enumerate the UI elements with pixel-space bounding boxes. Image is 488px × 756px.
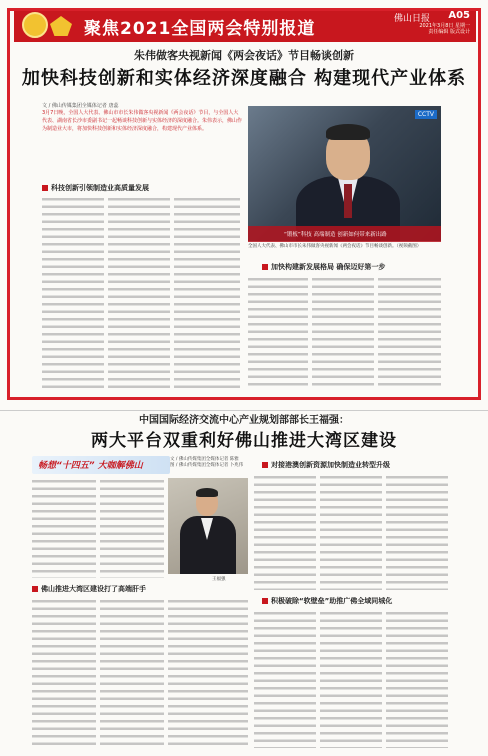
article2-column-7 (100, 598, 164, 748)
article2-column-4 (320, 474, 382, 590)
tv-logo-icon: CCTV (415, 110, 437, 119)
article1-lead: 3月7日晚，全国人大代表、佛山市市长朱伟做客央视新闻《两会夜话》节目，与全国人大代表、湖南省长沙市委副书记一起畅谈科技创新与实体经济的深度融合。朱伟表示，佛山作为制造业大市，将加快科技创新和实体经济深度融合，构建现代产业体系。 (42, 110, 243, 132)
article1-subhead-2: 加快构建新发展格局 确保迈好第一步 (262, 262, 385, 272)
article1-column-1 (42, 196, 104, 388)
article2-subhead-2: 佛山推进大湾区建设打了高端肝手 (32, 584, 146, 594)
bullet-icon (42, 185, 48, 191)
article2-photo-caption: 王福强 (212, 577, 226, 582)
article1-column-3 (174, 196, 240, 388)
article2-column-5 (386, 474, 448, 590)
article2-column-11 (386, 610, 448, 748)
article1-column-4 (248, 276, 308, 388)
issue-date: 2021年3月8日 星期一 责任编辑 版式设计 (419, 23, 470, 35)
article1-photo (248, 106, 441, 241)
article1-subhead-1: 科技创新引领制造业高质量发展 (42, 183, 149, 193)
article1-column-2 (108, 196, 170, 388)
article2-headline: 两大平台双重利好佛山推进大湾区建设 (91, 431, 397, 451)
article2-column-8 (168, 598, 248, 748)
article1-headline: 加快科技创新和实体经济深度融合 构建现代产业体系 (21, 68, 467, 89)
paper-name: 佛山日报 (393, 14, 430, 24)
article1-byline: 文 / 佛山传媒集团全媒体记者 唐蕊 (42, 103, 119, 109)
article2-subhead-1: 对接港澳创新资源加快制造业转型升级 (262, 460, 390, 470)
caption-bar-text: “锻板”科技 高端制造 创新如何带来新出路 (284, 232, 387, 238)
article2-column-9 (254, 610, 316, 748)
article2-kicker: 中国国际经济交流中心产业规划部部长王福强： (139, 415, 349, 426)
page-number: A05 (448, 10, 470, 21)
bullet-icon (262, 598, 268, 604)
article2-photo (168, 478, 248, 574)
article1-photo-caption: 全国人大代表、佛山市市长朱伟做客央视新闻《两会夜话》节目畅谈创新。（视频截图） (248, 244, 422, 249)
section-title: 聚焦2021全国两会特别报道 (84, 19, 316, 39)
article2-column-6 (32, 598, 96, 748)
article1-kicker: 朱伟做客央视新闻《两会夜话》节目畅谈创新 (134, 49, 354, 62)
photo-caption-bar (248, 226, 441, 242)
article1-column-5 (312, 276, 374, 388)
article2-byline: 文 / 佛山传媒集团全媒体记者 陈雅 图 / 佛山传媒集团全媒体记者 卜兆伟 (170, 457, 244, 468)
bullet-icon (262, 462, 268, 468)
article2-subhead-3: 积极破除“软壁垒”助推广佛全域同城化 (262, 596, 392, 606)
article2-column-2 (100, 478, 164, 578)
article1-column-6 (378, 276, 441, 388)
article2-column-1 (32, 478, 96, 578)
bullet-icon (262, 264, 268, 270)
column-banner: 畅想“十四五” 大咖解佛山 (32, 456, 170, 474)
bullet-icon (32, 586, 38, 592)
article2-column-10 (320, 610, 382, 748)
article2-column-3 (254, 474, 316, 590)
